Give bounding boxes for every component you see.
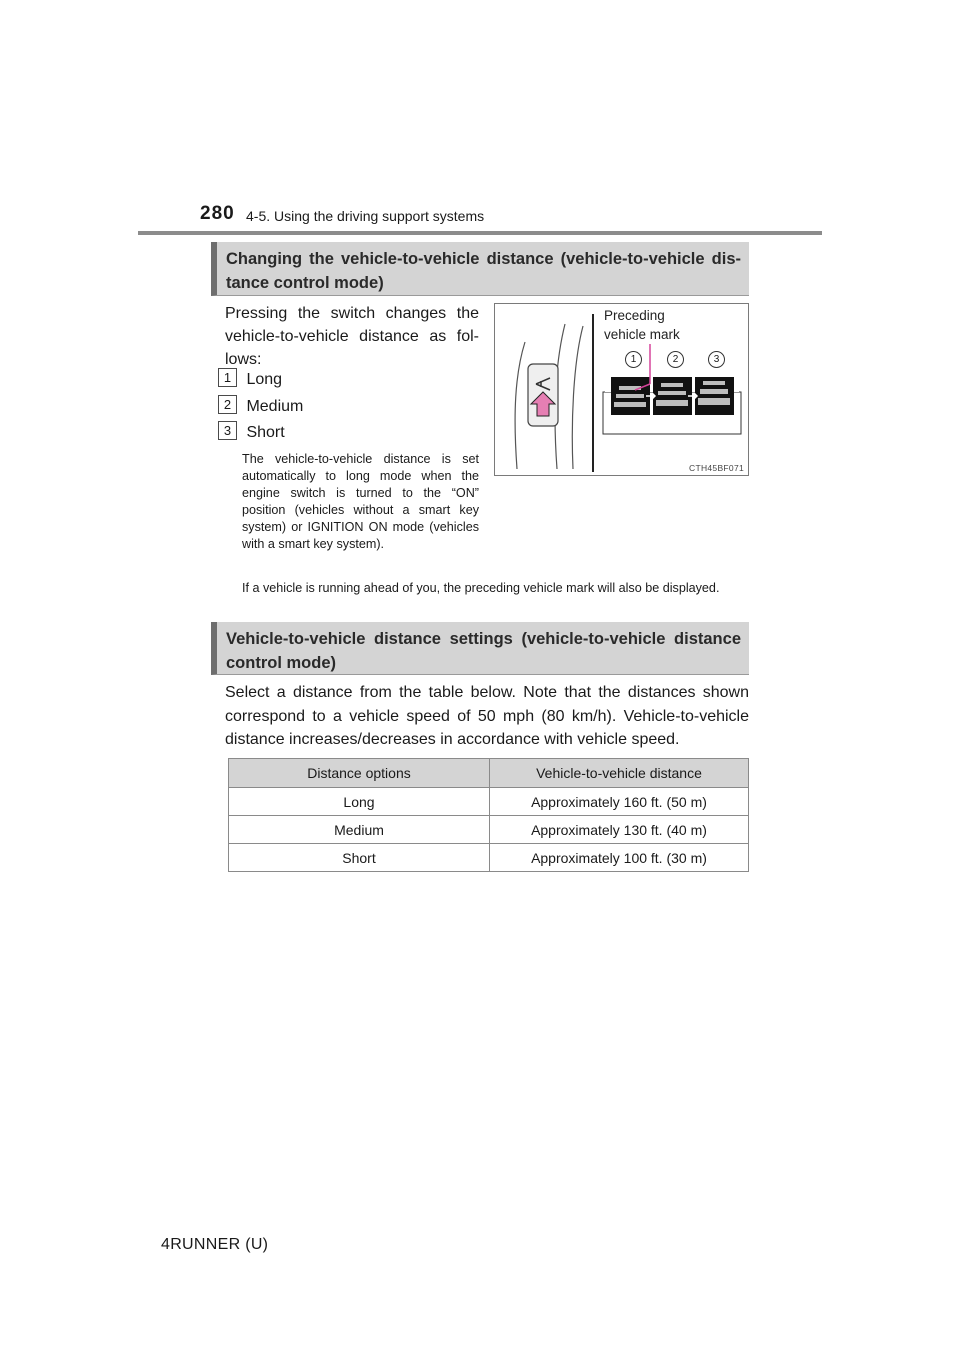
table-cell: Approximately 130 ft. (40 m)	[490, 816, 749, 844]
distance-table	[228, 758, 749, 872]
intro-paragraph: Pressing the switch changes the vehicle-to-vehicle distance as fol-lows:	[225, 305, 479, 368]
table-cell: Medium	[229, 816, 490, 844]
table-cell: Approximately 160 ft. (50 m)	[490, 788, 749, 816]
option-number: 2	[218, 395, 237, 414]
header-divider	[138, 231, 822, 235]
section-title-changing-distance: Changing the vehicle-to-vehicle distance (vehicle-to-vehicle dis-tance control mode)	[211, 242, 749, 296]
option-number: 1	[218, 368, 237, 387]
option-label: Medium	[246, 398, 304, 415]
option-label: Long	[246, 371, 283, 388]
table-header-row	[229, 759, 749, 788]
option-number: 3	[218, 421, 237, 440]
figure-marker-1: 1	[625, 351, 642, 368]
figure-marker-2: 2	[667, 351, 684, 368]
figure-code: CTH45BF071	[689, 463, 744, 473]
page-number: 280	[200, 203, 235, 224]
option-short	[218, 422, 285, 444]
figure-marker-3: 3	[708, 351, 725, 368]
section-header: 4-5. Using the driving support systems	[246, 208, 485, 224]
option-label: Short	[246, 424, 285, 441]
preceding-vehicle-note: If a vehicle is running ahead of you, the preceding vehicle mark will also be displayed.	[242, 581, 720, 595]
table-header-cell: Vehicle-to-vehicle distance	[490, 759, 749, 788]
table-cell: Approximately 100 ft. (30 m)	[490, 844, 749, 872]
table-row	[229, 816, 749, 844]
table-header-cell: Distance options	[229, 759, 490, 788]
table-cell: Long	[229, 788, 490, 816]
table-cell: Short	[229, 844, 490, 872]
distance-settings-paragraph: Select a distance from the table below. Note that the distances shown correspond to a vehicle speed of 50 mph (80 km/h). Vehicle-to-vehicle distance increases/decreases in accordance with vehicle speed.	[225, 684, 749, 748]
table-row	[229, 788, 749, 816]
preceding-vehicle-mark-label: Preceding vehicle mark	[604, 308, 680, 342]
distance-switch-figure	[494, 303, 749, 476]
option-long	[218, 369, 282, 391]
footer-model: 4RUNNER (U)	[161, 1236, 269, 1253]
table-row	[229, 844, 749, 872]
distance-default-note: The vehicle-to-vehicle distance is set automatically to long mode when the engine switch is turned to the “ON” position (vehicles without a smart key system) or IGNITION ON mode (vehicles with a smart key system).	[242, 452, 479, 551]
section-title-distance-settings: Vehicle-to-vehicle distance settings (vehicle-to-vehicle distance control mode)	[211, 622, 749, 675]
option-medium	[218, 396, 303, 418]
